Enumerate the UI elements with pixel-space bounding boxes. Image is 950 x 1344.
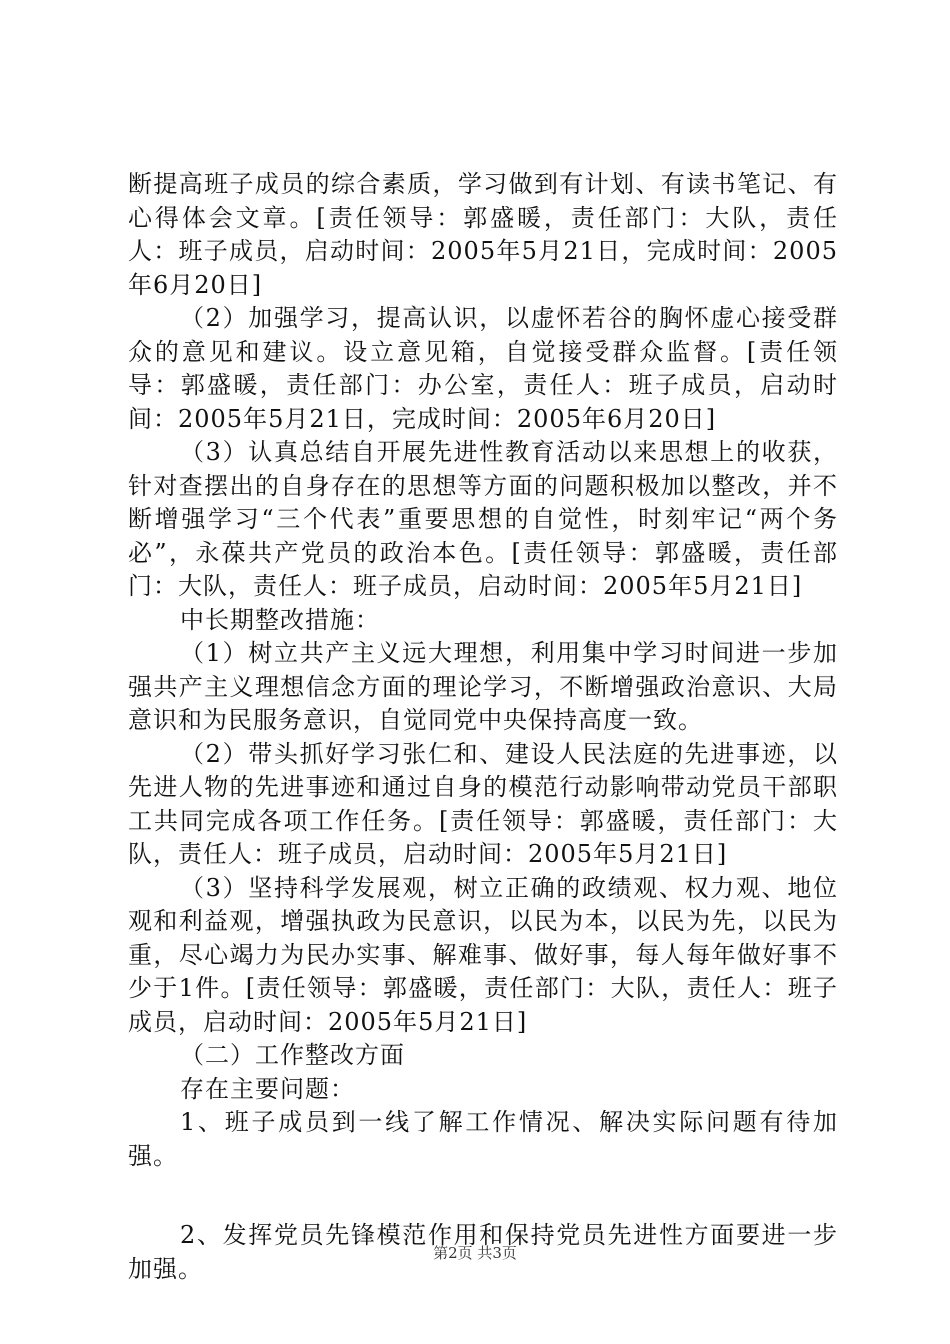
- heading-work-rectification: （二）工作整改方面: [180, 1041, 405, 1069]
- document-body: [128, 168, 838, 1286]
- paragraph-long-term-measure-2: （2）带头抓好学习张仁和、建设人民法庭的先进事迹，以先进人物的先进事迹和通过自身的模范行动影响带动党员干部职工共同完成各项工作任务。[责任领导：郭盛暖，责任部门：大队，责任人：班子成员，启动时间：2005年5月21日]: [128, 739, 838, 868]
- heading-main-problems: 存在主要问题：: [180, 1074, 355, 1103]
- paragraph-long-term-measure-3: （3）坚持科学发展观，树立正确的政绩观、权力观、地位观和利益观，增强执政为民意识，以民为本，以民为先，以民为重，尽心竭力为民办实事、解难事、做好事，每人每年做好事不少于1件。[责任领导：郭盛暖，责任部门：大队，责任人：班子成员，启动时间：2005年5月21日]: [128, 873, 838, 1036]
- problem-item-2: 2、发挥党员先锋模范作用和保持党员先进性方面要进一步加强。: [128, 1221, 838, 1283]
- page-footer: [0, 1242, 950, 1263]
- page-number-label: 第2页 共3页: [433, 1244, 517, 1262]
- paragraph-short-term-measure-2: （2）加强学习，提高认识，以虚怀若谷的胸怀虚心接受群众的意见和建议。设立意见箱，自觉接受群众监督。[责任领导：郭盛暖，责任部门：办公室，责任人：班子成员，启动时间：2005年5月21日，完成时间：2005年6月20日]: [128, 304, 838, 433]
- problem-item-1: 1、班子成员到一线了解工作情况、解决实际问题有待加强。: [128, 1108, 838, 1170]
- paragraph-short-term-measure-3: （3）认真总结自开展先进性教育活动以来思想上的收获，针对查摆出的自身存在的思想等方面的问题积极加以整改，并不断增强学习“三个代表”重要思想的自觉性，时刻牢记“两个务必”，永葆共产党员的政治本色。[责任领导：郭盛暖，责任部门：大队，责任人：班子成员，启动时间：2005年5月21日]: [128, 438, 838, 600]
- heading-long-term-measures: 中长期整改措施：: [180, 605, 380, 634]
- paragraph-long-term-measure-1: （1）树立共产主义远大理想，利用集中学习时间进一步加强共产主义理想信念方面的理论学习，不断增强政治意识、大局意识和为民服务意识，自觉同党中央保持高度一致。: [128, 639, 838, 734]
- paragraph-continuation: 断提高班子成员的综合素质，学习做到有计划、有读书笔记、有心得体会文章。[责任领导：郭盛暖，责任部门：大队，责任人：班子成员，启动时间：2005年5月21日，完成时间：2005年6月20日]: [128, 170, 838, 299]
